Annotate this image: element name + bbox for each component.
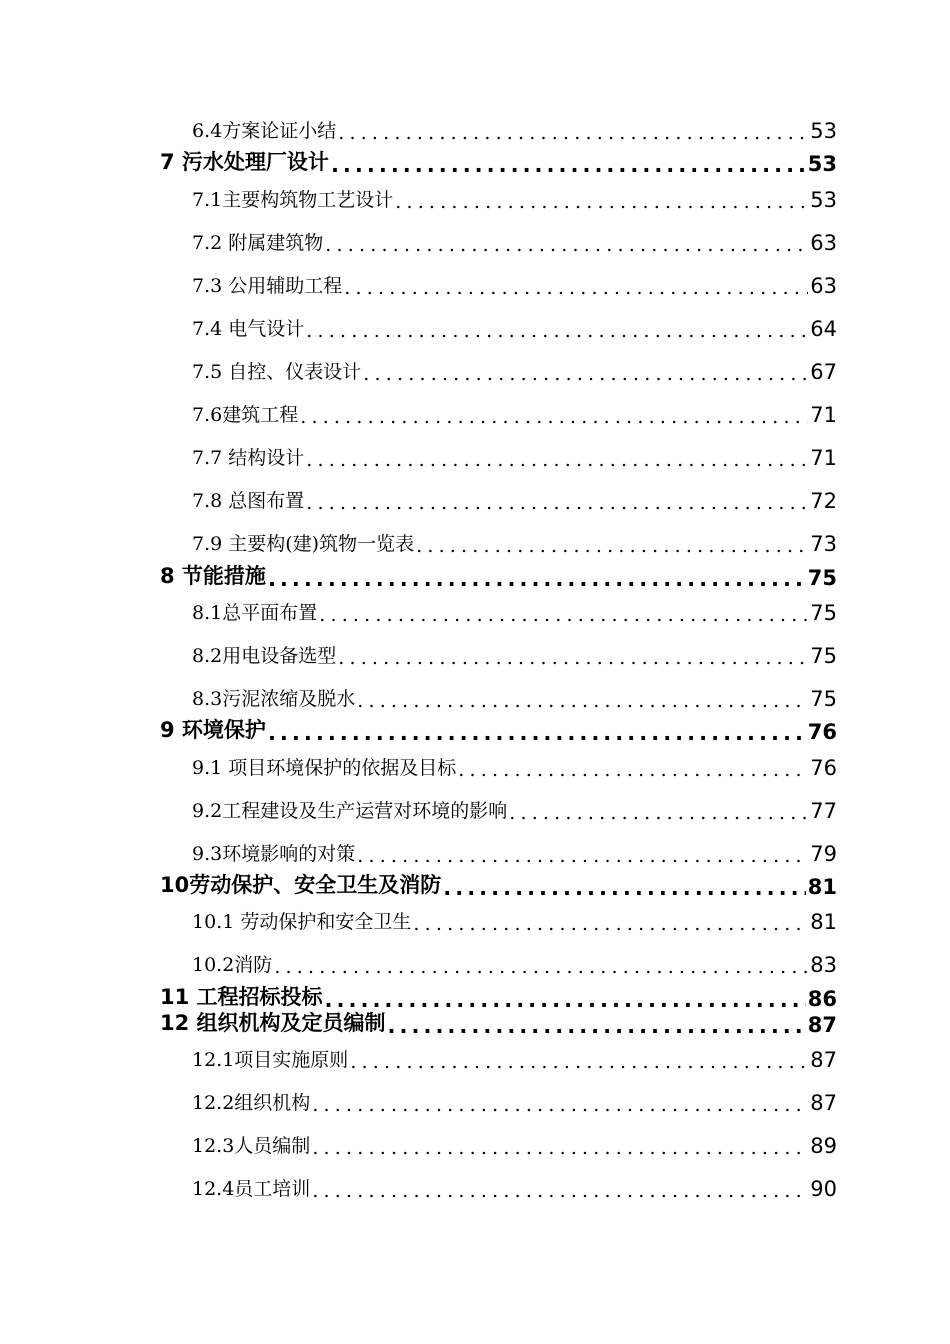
toc-leader-dots bbox=[338, 649, 808, 668]
toc-entry-page: 72 bbox=[810, 489, 837, 513]
toc-leader-dots bbox=[344, 279, 808, 298]
toc-entry-title: 7.9 主要构(建)筑物一览表 bbox=[192, 533, 415, 555]
toc-entry-page: 53 bbox=[810, 119, 837, 143]
toc-entry-page: 87 bbox=[810, 1048, 837, 1072]
toc-entry-title: 7.1主要构筑物工艺设计 bbox=[192, 189, 394, 211]
toc-leader-dots bbox=[268, 723, 806, 744]
toc-leader-dots bbox=[331, 155, 806, 176]
toc-entry-page: 90 bbox=[810, 1177, 837, 1201]
toc-entry[interactable] bbox=[192, 1045, 837, 1072]
toc-entry[interactable] bbox=[192, 443, 837, 470]
toc-entry-title: 7.2 附属建筑物 bbox=[192, 232, 324, 254]
toc-entry-title: 9.3环境影响的对策 bbox=[192, 843, 356, 865]
toc-entry[interactable] bbox=[192, 314, 837, 341]
toc-leader-dots bbox=[416, 537, 808, 556]
toc-chapter[interactable] bbox=[160, 1007, 837, 1037]
toc-chapter-title: 10劳动保护、安全卫生及消防 bbox=[160, 873, 442, 897]
toc-entry-page: 76 bbox=[810, 756, 837, 780]
toc-entry-page: 75 bbox=[810, 601, 837, 625]
toc-leader-dots bbox=[357, 692, 808, 711]
toc-leader-dots bbox=[338, 124, 808, 143]
toc-entry[interactable] bbox=[192, 116, 837, 143]
toc-chapter-page: 86 bbox=[807, 987, 837, 1011]
toc-entry[interactable] bbox=[192, 641, 837, 668]
toc-entry-page: 71 bbox=[810, 446, 837, 470]
toc-leader-dots bbox=[325, 236, 808, 255]
toc-entry-title: 8.2用电设备选型 bbox=[192, 645, 337, 667]
toc-entry-page: 73 bbox=[810, 532, 837, 556]
toc-entry-title: 7.7 结构设计 bbox=[192, 447, 305, 469]
toc-entry-page: 63 bbox=[810, 274, 837, 298]
toc-entry-title: 7.5 自控、仪表设计 bbox=[192, 361, 362, 383]
toc-entry[interactable] bbox=[192, 839, 837, 866]
toc-entry-title: 12.4员工培训 bbox=[192, 1178, 311, 1200]
toc-chapter[interactable] bbox=[160, 560, 837, 590]
toc-leader-dots bbox=[388, 1016, 806, 1037]
toc-leader-dots bbox=[413, 915, 808, 934]
toc-leader-dots bbox=[312, 1139, 808, 1158]
toc-chapter-page: 81 bbox=[807, 875, 837, 899]
toc-entry-title: 12.2组织机构 bbox=[192, 1092, 311, 1114]
toc-entry-title: 10.2消防 bbox=[192, 954, 273, 976]
toc-entry[interactable] bbox=[192, 907, 837, 934]
toc-leader-dots bbox=[363, 365, 808, 384]
toc-entry-title: 6.4方案论证小结 bbox=[192, 120, 337, 142]
toc-chapter[interactable] bbox=[160, 714, 837, 744]
toc-entry[interactable] bbox=[192, 753, 837, 780]
toc-entry-title: 12.1项目实施原则 bbox=[192, 1049, 349, 1071]
toc-entry-page: 81 bbox=[810, 910, 837, 934]
toc-entry-page: 67 bbox=[810, 360, 837, 384]
toc-entry[interactable] bbox=[192, 400, 837, 427]
toc-entry-title: 12.3人员编制 bbox=[192, 1135, 311, 1157]
toc-entry[interactable] bbox=[192, 228, 837, 255]
toc-chapter-page: 87 bbox=[807, 1013, 837, 1037]
toc-chapter-title: 7 污水处理厂设计 bbox=[160, 150, 329, 174]
toc-chapter-title: 9 环境保护 bbox=[160, 718, 266, 742]
toc-entry[interactable] bbox=[192, 1174, 837, 1201]
toc-entry-title: 8.3污泥浓缩及脱水 bbox=[192, 688, 356, 710]
toc-chapter[interactable] bbox=[160, 869, 837, 899]
toc-leader-dots bbox=[357, 847, 808, 866]
toc-leader-dots bbox=[306, 322, 808, 341]
toc-entry-page: 87 bbox=[810, 1091, 837, 1115]
toc-entry[interactable] bbox=[192, 357, 837, 384]
toc-leader-dots bbox=[312, 1096, 808, 1115]
toc-entry-title: 7.6建筑工程 bbox=[192, 404, 299, 426]
toc-leader-dots bbox=[443, 878, 806, 899]
toc-entry[interactable] bbox=[192, 684, 837, 711]
toc-entry-page: 64 bbox=[810, 317, 837, 341]
toc-chapter-page: 53 bbox=[807, 152, 837, 176]
toc-leader-dots bbox=[350, 1053, 808, 1072]
toc-chapter-title: 8 节能措施 bbox=[160, 564, 266, 588]
toc-entry-page: 75 bbox=[810, 644, 837, 668]
toc-leader-dots bbox=[395, 193, 808, 212]
toc-entry[interactable] bbox=[192, 1131, 837, 1158]
toc-leader-dots bbox=[306, 494, 808, 513]
toc-entry-page: 89 bbox=[810, 1134, 837, 1158]
toc-entry-title: 7.4 电气设计 bbox=[192, 318, 305, 340]
toc-entry-page: 53 bbox=[810, 188, 837, 212]
toc-entry-page: 79 bbox=[810, 842, 837, 866]
toc-entry-page: 63 bbox=[810, 231, 837, 255]
toc-entry[interactable] bbox=[192, 950, 837, 977]
toc-entry-page: 75 bbox=[810, 687, 837, 711]
toc-entry-title: 9.2工程建设及生产运营对环境的影响 bbox=[192, 800, 508, 822]
toc-entry-page: 77 bbox=[810, 799, 837, 823]
toc-entry-page: 83 bbox=[810, 953, 837, 977]
toc-leader-dots bbox=[458, 761, 808, 780]
toc-entry[interactable] bbox=[192, 796, 837, 823]
toc-entry-title: 8.1总平面布置 bbox=[192, 602, 318, 624]
toc-entry[interactable] bbox=[192, 1088, 837, 1115]
toc-chapter-title: 11 工程招标投标 bbox=[160, 985, 323, 1009]
toc-leader-dots bbox=[306, 451, 808, 470]
toc-entry[interactable] bbox=[192, 529, 837, 556]
toc-entry[interactable] bbox=[192, 185, 837, 212]
toc-leader-dots bbox=[319, 606, 808, 625]
toc-chapter-page: 75 bbox=[807, 566, 837, 590]
toc-chapter-title: 12 组织机构及定员编制 bbox=[160, 1011, 386, 1035]
toc-leader-dots bbox=[300, 408, 808, 427]
toc-entry[interactable] bbox=[192, 598, 837, 625]
toc-chapter[interactable] bbox=[160, 146, 837, 176]
toc-leader-dots bbox=[268, 569, 806, 590]
toc-entry-title: 10.1 劳动保护和安全卫生 bbox=[192, 911, 412, 933]
toc-entry[interactable] bbox=[192, 486, 837, 513]
toc-leader-dots bbox=[509, 804, 808, 823]
toc-entry-title: 7.3 公用辅助工程 bbox=[192, 275, 343, 297]
toc-leader-dots bbox=[274, 958, 808, 977]
toc-entry-title: 9.1 项目环境保护的依据及目标 bbox=[192, 757, 457, 779]
toc-entry[interactable] bbox=[192, 271, 837, 298]
toc-entry-page: 71 bbox=[810, 403, 837, 427]
toc-chapter-page: 76 bbox=[807, 720, 837, 744]
toc-entry-title: 7.8 总图布置 bbox=[192, 490, 305, 512]
toc-leader-dots bbox=[312, 1182, 808, 1201]
